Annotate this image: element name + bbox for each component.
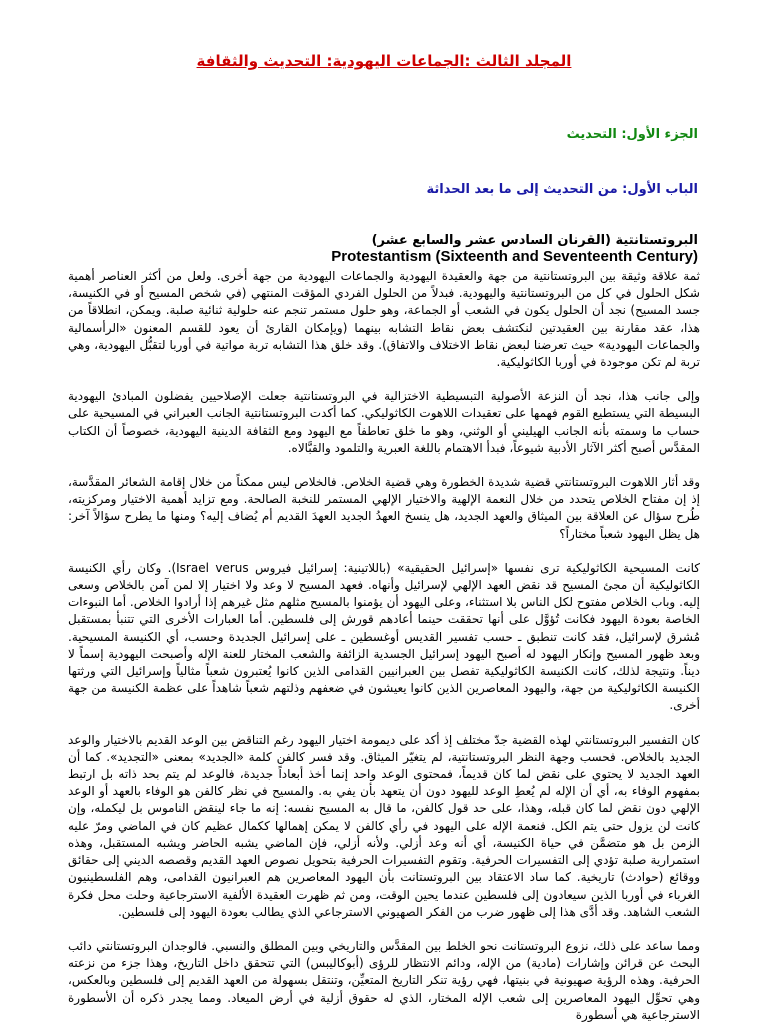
entry-title-english: Protestantism (Sixteenth and Seventeenth Century)	[331, 248, 698, 265]
paragraph-2: وإلى جانب هذا، نجد أن النزعة الأصولية التبسيطية الاختزالية في البروتستانتية جعلت الإصلاحيين يفضلون المبادئ اليهودية البسيطة التي يستطيع القوم فهمها على تعقيدات اللاهوت الكاثوليكي. كما أكدت البروتستانتية الجانب العبراني في المسيحية على حساب ما وسمته بأنه الجانب الهيليني أو الوثني، وهو ما خلق تعاطفاً مع اليهود ومع الثقافة الدينية اليهودية، خصوصاً أن الكتاب المقدَّس أصبح أكثر الآثار الأدبية شيوعاً، فبدأ الاهتمام باللغة العبرية والتلمود والقبَّالاه.	[68, 389, 700, 455]
part-title: الجزء الأول: التحديث	[566, 127, 698, 142]
volume-title: المجلد الثالث :الجماعات اليهودية: التحديث والثقافة	[196, 52, 572, 70]
paragraph-1: ثمة علاقة وثيقة بين البروتستانتية من جهة والعقيدة اليهودية والجماعات اليهودية من جهة أخرى. ولعل من أكثر العناصر أهمية شكل الحلول في كل من البروتستانتية واليهودية. فبدلاً من الحلول الفردي المؤقت المنتهي (في شخص المسيح أو في الكنيسة، جسد المسيح) نجد أن الحلول يكون في الشعب أو الجماعة، وهو حلول مستمر تنجم عنه حلولية ثنائية صلبة. ويمكن، انطلاقاً من هذا، عقد مقارنة بين العقيدتين لنكتشف بعض نقاط التشابه بينهما (ويإمكان القارئ أن يعود للقسم المعنون «الرأسمالية والجماعات اليهودية» حيث تعرضنا لبعض نقاط الاختلاف والاتفاق). وقد خلق هذا التشابه تربة مواتية في أوربا لتقبُّل اليهودية، وهي تربة لم تكن موجودة في أوربا الكاثوليكية.	[68, 269, 700, 370]
entry-body	[68, 268, 700, 1024]
entry-title-arabic: البروتستانتية (القرنان السادس عشر والسابع عشر)	[371, 233, 698, 248]
chapter-title: الباب الأول: من التحديث إلى ما بعد الحداثة	[426, 182, 698, 197]
paragraph-5: كان التفسير البروتستانتي لهذه القضية جدّ مختلف إذ أكد على ديمومة اختيار اليهود رغم التناقض بين الوعد القديم بالاختيار والوعد الجديد بالخلاص. فحسب وجهة النظر البروتستانتية، لم يتغيّر الميثاق. وقد فسر كالفن كلمة «الجديد» بمعنى «التجديد». كما أن العهد الجديد لا يحتوي على نقض لما كان قديماً، فمحتوى الوعد واحد إنما أخذ أبعاداً جديدة، فالوعد لم يتم بحد ذاته بل ارتبط بمفهوم الوفاء به، أي أن الإله لم يُعطِ الوعد لليهود دون أن يتعهد بأن يفي به. والمسيح في نظر كالفن هو الوفاء بالعهد أو الوعد الإلهي دون نقض لما كان قبله، وهذا، على حد قول كالفن، ما قال به المسيح نفسه: إنه ما جاء لينقض الناموس بل ليكمله، وإن كانت لن يزول حتى يتم الكل. فنعمة الإله على اليهود في رأي كالفن لا يمكن إهمالها ككمال عظيم كان في الماضي ومرّ عليه الزمن بل هو متضمَّن في حياة الكنيسة، أي أنه وعد أزلي. ولأنه أزلي، فإن الماضي يشبه الحاضر ويشبه المستقبل، وهذه استمرارية صلبة تؤدي إلى التفسيرات الحرفية. وتقوم التفسيرات الحرفية بتحويل نصوص العهد القديم وقصصه الديني إلى حقائق ووقائع (حوادث) تاريخية. كما ساد الاعتقاد بين البروتستانت بأن اليهود المعاصرين هم العبرانيون القدامى، وهم الفلسطينيون الغرباء في أوربا الذين سيعادون إلى فلسطين عندما يحين الوقت، ومن ثم ظهرت العقيدة الألفية الاسترجاعية وحلت محل فكرة الشعب الشاهد. وقد أدَّى هذا إلى ظهور ضرب من الفكر الصهيوني الاسترجاعي الذي يطالب بعودة اليهود إلى فلسطين.	[68, 732, 700, 919]
paragraph-6: ومما ساعد على ذلك، نزوع البروتستانت نحو الخلط بين المقدَّس والتاريخي وبين المطلق والنسبي. فالوجدان البروتستانتي دائب البحث عن قرائن وإشارات (مادية) من الإله، ودائم الانتظار للرؤى (أبوكاليبس) التي تتحقق داخل التاريخ، وهذا جزء من نزعته الحرفية. وهذه الرؤية صهيونية في بنيتها، فهي رؤية تنكر التاريخ المتعيِّن، وتنتقل بسهولة من العهد القديم إلى فلسطين وبالعكس، وهي تحوِّل اليهود المعاصرين إلى شعب الإله المختار، الذي له حقوق أزلية في أرض الميعاد. ومما يجدر ذكره أن الأسطورة الاسترجاعية هي أسطورة	[68, 938, 700, 1022]
paragraph-3: وقد أثار اللاهوت البروتستانتي قضية شديدة الخطورة وهي قضية الخلاص. فالخلاص ليس ممكناً من خلال إقامة الشعائر المقدَّسة، إذ إن مفتاح الخلاص يتحدد من خلال النعمة الإلهية والاختيار الإلهي المستمر للنخبة الصالحة. ومع تزايد أهمية الاختيار ومركزيته، طُرح سؤال عن العلاقة بين الميثاق والعهد الجديد، هل ينسخ العهدُ الجديد العهدَ القديم أم يُضاف إليه؟ ومنها ما يطرح سؤالاً آخر: هل يظل اليهود شعباً مختاراً؟	[68, 475, 700, 541]
paragraph-4: كانت المسيحية الكاثوليكية ترى نفسها «إسرائيل الحقيقية» (باللاتينية: إسرائيل فيروس Israel verus). وكان رأي الكنيسة الكاثوليكية أن مجئ المسيح قد نقض العهد الإلهي لإسرائيل وأنهاه. فعهد المسيح لا وعد ولا اختيار إلا لمن آمن بالخلاص وسعى إليه. وباب الخلاص مفتوح لكل الناس بلا استثناء، وعلى اليهود أن يؤمنوا بالمسيح مثلهم مثل غيرهم إذا أرادوا الخلاص. أما النبوءات الخاصة بعودة اليهود فكانت تُؤوَّل على أنها تحققت حينما أعادهم قورش إلى فلسطين. أما العبارات الأخرى التي تتنبأ بمستقبل مُشرق لإسرائيل، فقد كانت تنطبق ـ حسب تفسير القديس أوغسطين ـ على إسرائيل الجديدة وحسب، أي الكنيسة المسيحية. وبعد ظهور المسيح وإنكار اليهود له أصبح اليهود إسرائيل الجسدية الزائفة والشعب المختار للعنة الإله وأصبحت اليهودية إسماً لا ديناً. ونتيجة لذلك، كانت الكنيسة الكاثوليكية تفصل بين العبرانيين القدامى الذين كانوا يُعتبرون شعباً مثالياً وإسرائيل التي ورثتها الكنيسة الكاثوليكية من جهة، واليهود المعاصرين الذين كانوا يعيشون في ضعفهم وذلتهم شعباً شاهداً على عظمة الكنيسة من جهة أخرى.	[68, 560, 700, 713]
